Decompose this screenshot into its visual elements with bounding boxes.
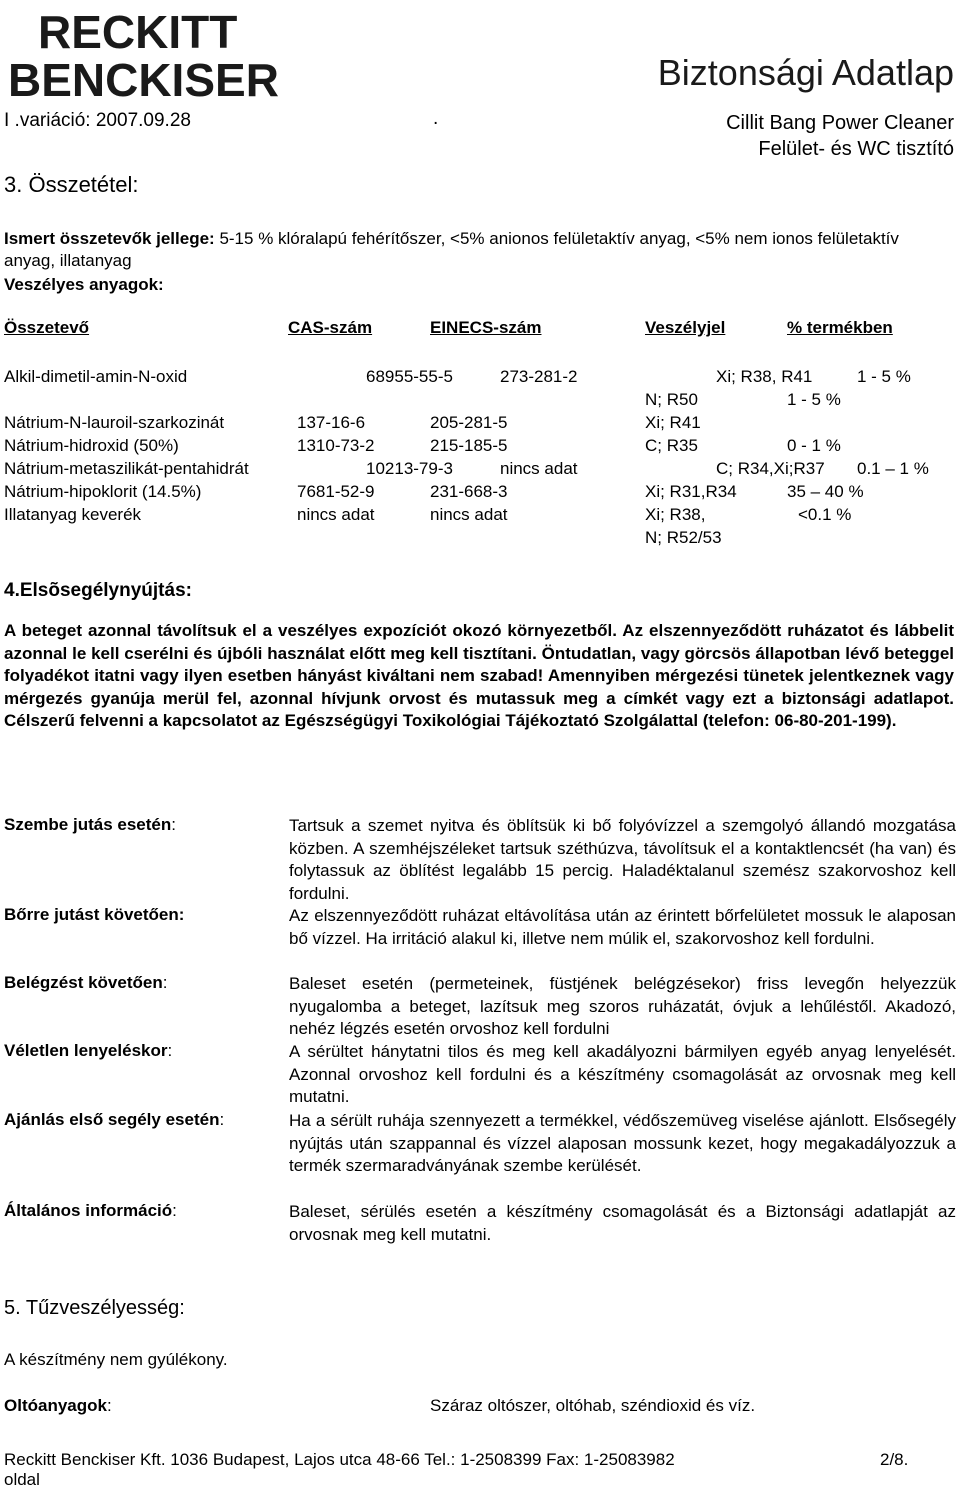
table-cell-percent: 0 - 1 % bbox=[787, 436, 841, 455]
skin-contact-text: Az elszennyeződött ruházat eltávolítása után az érintett bőrfelületet mossuk le alaposan bő vízzel. Ha irritáció alakul ki, illetve nem múlik el, szakorvoshoz kell fordulni. bbox=[289, 906, 956, 948]
col-header-cas: CAS-szám bbox=[288, 318, 373, 337]
skin-contact-label: Bőrre jutást követően: bbox=[4, 905, 185, 924]
flammability-text: A készítmény nem gyúlékony. bbox=[4, 1350, 228, 1369]
table-cell-hazard: C; R34,Xi;R37 bbox=[716, 459, 825, 478]
table-cell-cas: 7681-52-9 bbox=[297, 482, 375, 501]
general-info-label: Általános információ: bbox=[4, 1201, 177, 1220]
ingredients-nature bbox=[4, 228, 954, 272]
ingredients-nature-label: Ismert összetevők jellege: bbox=[4, 229, 215, 248]
inhalation-label: Belégzést követően: bbox=[4, 973, 168, 992]
revision-label: I .variáció: 2007.09.28 bbox=[4, 110, 191, 131]
table-cell-percent: 1 - 5 % bbox=[857, 367, 911, 386]
table-cell-hazard: Xi; R41 bbox=[645, 413, 701, 432]
table-cell-percent: 1 - 5 % bbox=[787, 390, 841, 409]
logo-line1: RECKITT bbox=[38, 6, 238, 58]
eye-contact-text: Tartsuk a szemet nyitva és öblítsük ki bő folyóvízzel a szemgolyó állandó mozgatása közben. A szemhéjszéleket tartsuk széthúzva, távolítsuk el a kontaktlencsét (ha van) és folytassuk az öblítést legalább 15 percig. Haladéktalanul szemész szakorvoshoz kell fordulni. bbox=[289, 816, 956, 903]
col-header-einecs: EINECS-szám bbox=[430, 318, 542, 337]
col-header-hazard: Veszélyjel bbox=[645, 318, 726, 337]
col-header-component: Összetevő bbox=[4, 318, 90, 337]
table-cell-hazard: Xi; R38, R41 bbox=[716, 367, 813, 386]
table-cell-cas: nincs adat bbox=[297, 505, 375, 524]
eye-contact-label: Szembe jutás esetén: bbox=[4, 815, 176, 834]
product-name-line2: Felület- és WC tisztító bbox=[758, 138, 954, 160]
table-cell-percent: 0.1 – 1 % bbox=[857, 459, 929, 478]
extinguishing-media-text: Száraz oltószer, oltóhab, széndioxid és víz. bbox=[430, 1396, 756, 1415]
table-cell-einecs: nincs adat bbox=[500, 459, 578, 478]
company-logo bbox=[6, 4, 292, 102]
table-cell-einecs: 273-281-2 bbox=[500, 367, 578, 386]
logo-graphic bbox=[6, 4, 292, 102]
table-cell-hazard: C; R35 bbox=[645, 436, 698, 455]
table-cell-percent: <0.1 % bbox=[798, 505, 852, 524]
section-5-title: 5. Tűzveszélyesség: bbox=[4, 1297, 185, 1319]
first-aid-intro: A beteget azonnal távolítsuk el a veszélyes expozíciót okozó környezetből. Az elszennyeződött ruházatot és lábbelit azonnal le kell cserélni és újbóli használat előtt meg kell tisztítani. Öntudatlan, vagy görcsös állapotban lévő beteggel folyadékot itatni vagy ilyen esetben hányást kiváltani nem szabad! Amennyiben mérgezési tünetek jelentkeznek vagy mérgezés gyanúja merül fel, azonnal hívjunk orvost és mutassuk meg a címkét vagy ezt a biztonsági adatlapot. Célszerű felvenni a kapcsolatot az Egészségügyi Toxikológiai Tájékoztató Szolgálattal (telefon: 06-80-201-199). bbox=[4, 621, 954, 730]
table-cell-percent: 35 – 40 % bbox=[787, 482, 864, 501]
section-3-title: 3. Összetétel: bbox=[4, 172, 139, 197]
table-cell-name: Nátrium-hipoklorit (14.5%) bbox=[4, 482, 202, 501]
ingestion-text: A sérültet hánytatni tilos és meg kell akadályozni bármilyen egyéb anyag lenyelését. Azonnal orvoshoz kell fordulni és a készítmény csomagolását az orvosnak meg kell mutatni. bbox=[289, 1042, 956, 1106]
logo-line2: BENCKISER bbox=[8, 54, 279, 102]
footer-company: Reckitt Benckiser Kft. 1036 Budapest, Lajos utca 48-66 Tel.: 1-2508399 Fax: 1-25083982 bbox=[4, 1450, 675, 1469]
table-cell-cas: 137-16-6 bbox=[297, 413, 366, 432]
ingestion-label: Véletlen lenyeléskor: bbox=[4, 1041, 173, 1060]
first-aid-advice-label: Ajánlás első segély esetén: bbox=[4, 1110, 225, 1129]
footer-page-number: 2/8. bbox=[880, 1450, 909, 1469]
document-title: Biztonsági Adatlap bbox=[657, 52, 954, 93]
ingredients-nature-text: 5-15 % klóralapú fehérítőszer, <5% anionos felületaktív anyag, <5% nem ionos felületaktív anyag, illatanyag bbox=[4, 229, 899, 270]
col-header-percent: % termékben bbox=[787, 318, 893, 337]
table-cell-name: Illatanyag keverék bbox=[4, 505, 142, 524]
inhalation-text: Baleset esetén (permeteinek, füstjének belégzésekor) friss levegőn helyezzük nyugalomba a beteget, lazítsuk meg szoros ruházatát, óvjuk a lehűléstől. Akadozó, nehéz légzés esetén orvoshoz kell fordulni bbox=[289, 974, 956, 1038]
table-cell-hazard: N; R50 bbox=[645, 390, 698, 409]
table-cell-name: Alkil-dimetil-amin-N-oxid bbox=[4, 367, 188, 386]
product-name bbox=[726, 110, 954, 162]
table-cell-cas: 68955-55-5 bbox=[366, 367, 453, 386]
header-dot: . bbox=[433, 108, 439, 129]
table-cell-hazard: N; R52/53 bbox=[645, 528, 722, 547]
table-cell-cas: 1310-73-2 bbox=[297, 436, 375, 455]
table-cell-name: Nátrium-metaszilikát-pentahidrát bbox=[4, 459, 249, 478]
table-cell-einecs: 215-185-5 bbox=[430, 436, 508, 455]
table-cell-name: Nátrium-N-lauroil-szarkozinát bbox=[4, 413, 225, 432]
general-info-text: Baleset, sérülés esetén a készítmény csomagolását és a Biztonsági adatlapját az orvosnak meg kell mutatni. bbox=[289, 1202, 956, 1244]
table-cell-hazard: Xi; R31,R34 bbox=[645, 482, 737, 501]
table-cell-hazard: Xi; R38, bbox=[645, 505, 706, 524]
footer-page-word: oldal bbox=[4, 1470, 40, 1489]
table-cell-einecs: 205-281-5 bbox=[430, 413, 508, 432]
section-4-title: 4.Elsõsegélynyújtás: bbox=[4, 580, 192, 601]
table-cell-einecs: nincs adat bbox=[430, 505, 508, 524]
table-cell-name: Nátrium-hidroxid (50%) bbox=[4, 436, 179, 455]
table-cell-cas: 10213-79-3 bbox=[366, 459, 453, 478]
hazardous-substances-label: Veszélyes anyagok: bbox=[4, 275, 164, 294]
product-name-line1: Cillit Bang Power Cleaner bbox=[726, 112, 954, 134]
extinguishing-media-label: Oltóanyagok: bbox=[4, 1396, 112, 1415]
table-cell-einecs: 231-668-3 bbox=[430, 482, 508, 501]
first-aid-advice-text: Ha a sérült ruhája szennyezett a termékkel, védőszemüveg viselése ajánlott. Elsősegély nyújtás után szappannal és vízzel alaposan mossunk kezet, hogy megakadályozzuk a termék szermaradványának szembe kerülését. bbox=[289, 1111, 956, 1175]
